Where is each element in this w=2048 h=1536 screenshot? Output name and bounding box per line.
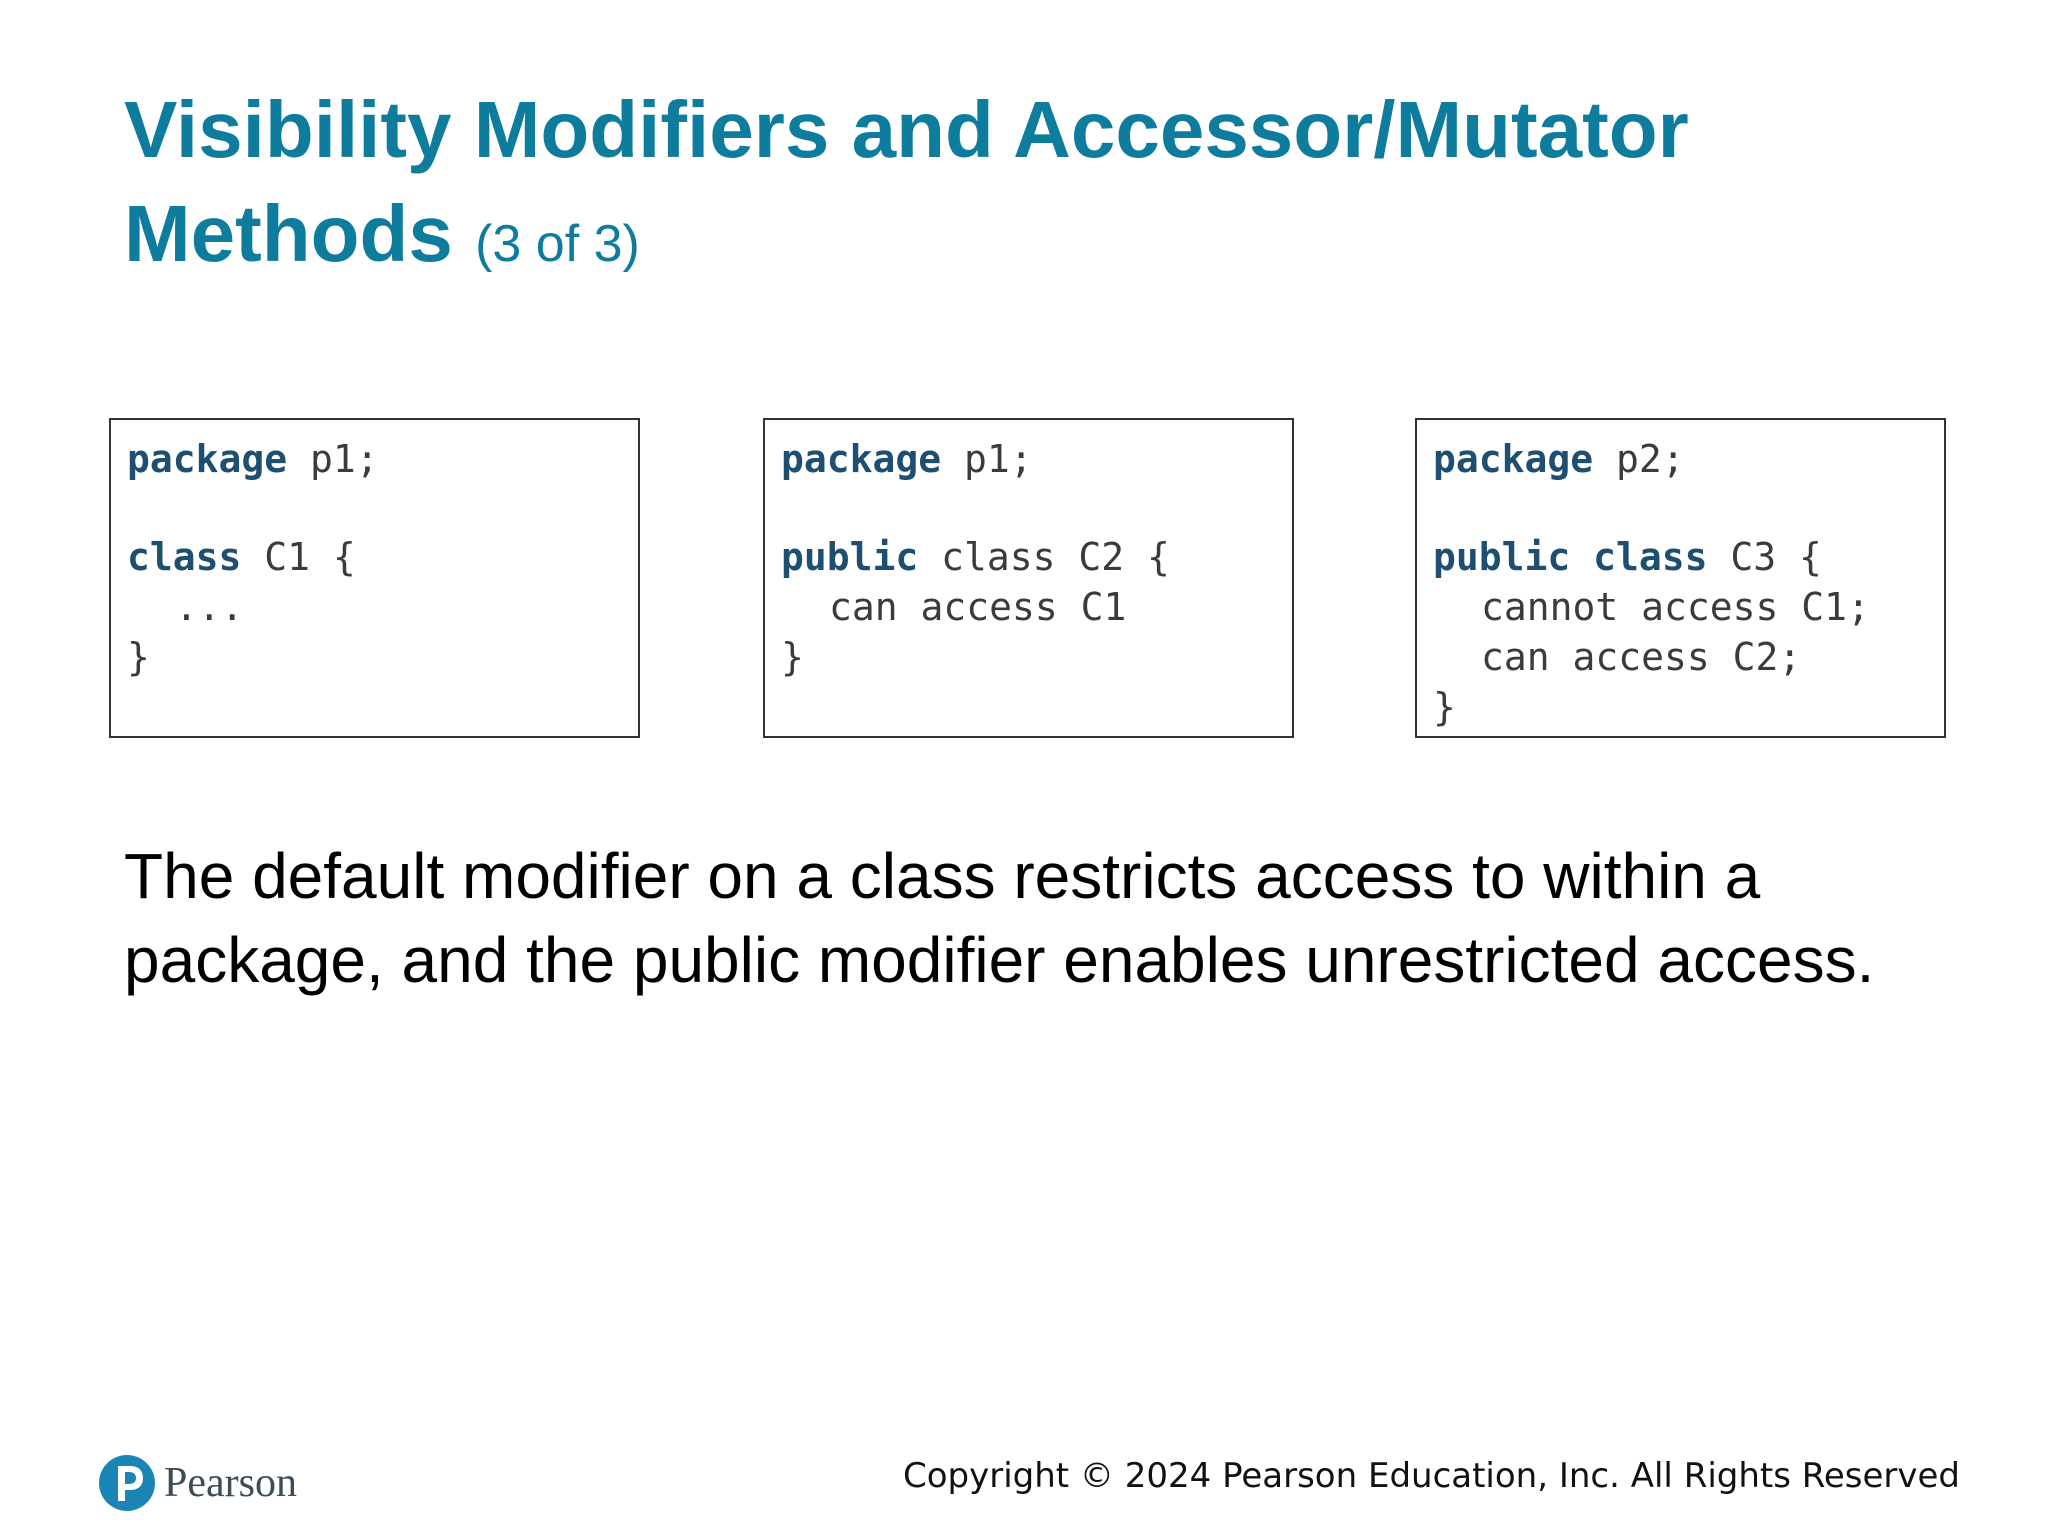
- code-line: [1433, 682, 1944, 732]
- code-line: [781, 632, 1292, 682]
- code-text: ...: [175, 585, 244, 629]
- code-text: class C2 {: [918, 535, 1170, 579]
- code-text: can access C2;: [1481, 635, 1802, 679]
- code-text: p1;: [287, 437, 379, 481]
- code-line: [781, 532, 1292, 582]
- pearson-logo: [98, 1448, 297, 1518]
- code-text: can access C1: [829, 585, 1127, 629]
- code-line: [781, 582, 1292, 632]
- code-text: }: [781, 635, 804, 679]
- code-box-c2: [763, 418, 1294, 738]
- slide-title-part: (3 of 3): [475, 215, 640, 273]
- code-line: [127, 532, 638, 582]
- code-text: }: [127, 635, 150, 679]
- pearson-p-icon: [98, 1451, 156, 1515]
- code-text: p2;: [1593, 437, 1685, 481]
- code-keyword: package: [781, 437, 942, 481]
- code-box-c3: [1415, 418, 1946, 738]
- pearson-logo-text: Pearson: [164, 1460, 297, 1506]
- copyright-notice: Copyright © 2024 Pearson Education, Inc. All Rights Reserved: [902, 1456, 1960, 1496]
- code-text: }: [1433, 685, 1456, 729]
- code-line: [127, 434, 638, 484]
- slide-body-text: The default modifier on a class restricts access to within a package, and the public modifier enables unrestricted access.: [124, 840, 1875, 996]
- code-line: [1433, 532, 1944, 582]
- code-line: [781, 434, 1292, 484]
- code-keyword: class: [127, 535, 242, 579]
- code-text: p1;: [941, 437, 1033, 481]
- code-keyword: package: [127, 437, 288, 481]
- code-keyword: package: [1433, 437, 1594, 481]
- code-text: C1 {: [241, 535, 356, 579]
- code-text: cannot access C1;: [1481, 585, 1870, 629]
- code-line: [1433, 632, 1944, 682]
- code-keyword: public: [781, 535, 919, 579]
- code-line: [1433, 582, 1944, 632]
- code-line: [1433, 434, 1944, 484]
- code-line: [127, 582, 638, 632]
- slide-title-text: Visibility Modifiers and Accessor/Mutator Methods: [124, 85, 1689, 278]
- code-keyword: public class: [1433, 535, 1708, 579]
- code-text: C3 {: [1707, 535, 1822, 579]
- code-line: [127, 632, 638, 682]
- code-box-c1: [109, 418, 640, 738]
- slide-title: [124, 78, 1924, 296]
